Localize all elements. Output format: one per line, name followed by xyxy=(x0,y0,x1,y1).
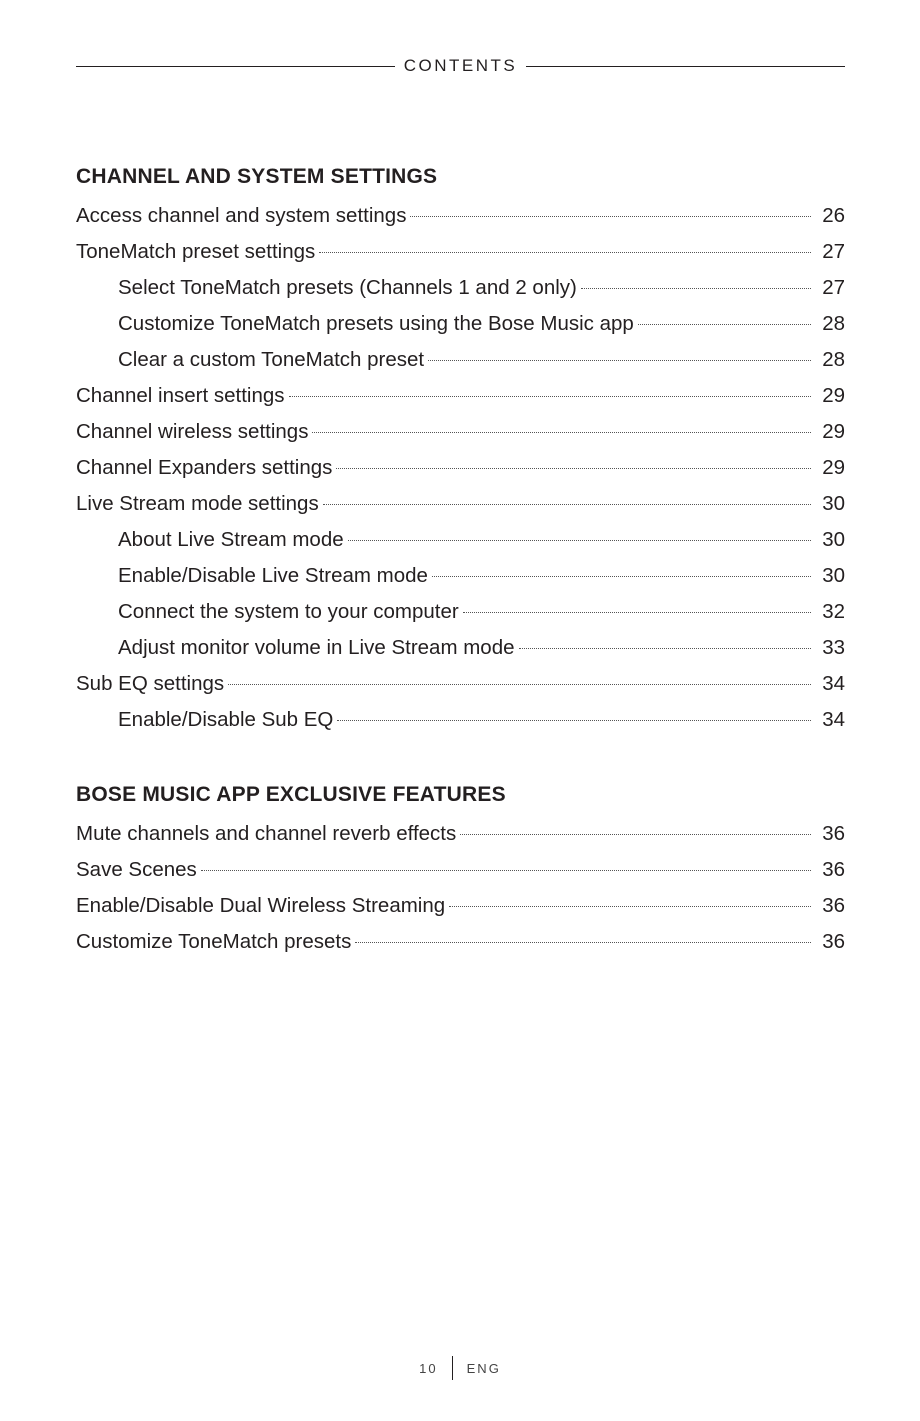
toc-entry-page: 30 xyxy=(822,528,845,551)
toc-entry-label: About Live Stream mode xyxy=(118,528,344,551)
toc-entry-page: 28 xyxy=(822,312,845,335)
toc-entry-label: Channel Expanders settings xyxy=(76,456,333,479)
dot-leader xyxy=(519,647,811,649)
dot-leader xyxy=(581,287,811,289)
toc-entry-label: Enable/Disable Sub EQ xyxy=(118,708,334,731)
toc-entry-page: 27 xyxy=(822,240,845,263)
dot-leader xyxy=(410,215,811,217)
toc-entry-page: 33 xyxy=(822,636,845,659)
dot-leader xyxy=(348,539,811,541)
toc-entry-page: 29 xyxy=(822,456,845,479)
dot-leader xyxy=(337,719,811,721)
toc-entry-page: 34 xyxy=(822,672,845,695)
toc-entry-page: 30 xyxy=(822,492,845,515)
dot-leader xyxy=(428,359,811,361)
toc-entry-label: Customize ToneMatch presets using the Bose Music app xyxy=(118,312,634,335)
section-heading: CHANNEL AND SYSTEM SETTINGS xyxy=(76,165,438,188)
toc-entry-label: Customize ToneMatch presets xyxy=(76,930,352,953)
toc-entry-label: Connect the system to your computer xyxy=(118,600,459,623)
toc-subentry[interactable] xyxy=(76,342,845,378)
language-code: ENG xyxy=(466,1360,501,1376)
toc-entry-label: Select ToneMatch presets (Channels 1 and 2 only) xyxy=(118,276,577,299)
toc-entry[interactable] xyxy=(76,486,845,522)
toc-subentry[interactable] xyxy=(76,270,845,306)
toc-entry[interactable] xyxy=(76,378,845,414)
toc-entry-page: 36 xyxy=(822,894,845,917)
toc-entry-label: Sub EQ settings xyxy=(76,672,225,695)
dot-leader xyxy=(323,503,811,505)
toc-entry-label: Mute channels and channel reverb effects xyxy=(76,822,457,845)
toc-entry-page: 26 xyxy=(822,204,845,227)
toc-entry-label: Clear a custom ToneMatch preset xyxy=(118,348,425,371)
toc-entry-page: 29 xyxy=(822,420,845,443)
dot-leader xyxy=(336,467,811,469)
page-title: CONTENTS xyxy=(403,56,518,75)
section-heading: BOSE MUSIC APP EXCLUSIVE FEATURES xyxy=(76,783,506,806)
toc-entry[interactable] xyxy=(76,414,845,450)
toc-entry-label: Access channel and system settings xyxy=(76,204,407,227)
toc-entry-label: Channel wireless settings xyxy=(76,420,309,443)
toc-subentry[interactable] xyxy=(76,558,845,594)
toc-entry-page: 30 xyxy=(822,564,845,587)
toc-entry[interactable] xyxy=(76,450,845,486)
toc-entry-page: 34 xyxy=(822,708,845,731)
toc-entry-label: Enable/Disable Live Stream mode xyxy=(118,564,428,587)
dot-leader xyxy=(319,251,811,253)
toc-entry[interactable] xyxy=(76,234,845,270)
toc-entry-page: 36 xyxy=(822,930,845,953)
header-rule-right xyxy=(526,66,845,67)
toc-entry-page: 36 xyxy=(822,822,845,845)
dot-leader xyxy=(463,611,811,613)
toc-entry-label: Channel insert settings xyxy=(76,384,285,407)
toc-subentry[interactable] xyxy=(76,522,845,558)
dot-leader xyxy=(460,833,811,835)
dot-leader xyxy=(228,683,811,685)
toc-subentry[interactable] xyxy=(76,594,845,630)
toc-entry[interactable] xyxy=(76,924,845,960)
toc-subentry[interactable] xyxy=(76,702,845,738)
dot-leader xyxy=(289,395,811,397)
toc-entry-label: Enable/Disable Dual Wireless Streaming xyxy=(76,894,446,917)
toc-entry-label: ToneMatch preset settings xyxy=(76,240,316,263)
footer-divider xyxy=(452,1356,453,1380)
toc-entry[interactable] xyxy=(76,888,845,924)
toc-subentry[interactable] xyxy=(76,306,845,342)
toc-entry-label: Live Stream mode settings xyxy=(76,492,319,515)
toc-entry-page: 32 xyxy=(822,600,845,623)
section-bose-music-app-exclusive-features xyxy=(76,780,845,960)
page-footer xyxy=(0,1355,920,1381)
page-number: 10 xyxy=(419,1360,438,1376)
toc-entry[interactable] xyxy=(76,666,845,702)
dot-leader xyxy=(201,869,811,871)
dot-leader xyxy=(449,905,811,907)
dot-leader xyxy=(312,431,811,433)
toc-entry[interactable] xyxy=(76,852,845,888)
header-rule-left xyxy=(76,66,395,67)
toc-entry-label: Save Scenes xyxy=(76,858,197,881)
toc-entry-page: 36 xyxy=(822,858,845,881)
toc-subentry[interactable] xyxy=(76,630,845,666)
toc-entry-page: 27 xyxy=(822,276,845,299)
dot-leader xyxy=(638,323,811,325)
section-channel-and-system-settings xyxy=(76,162,845,738)
dot-leader xyxy=(355,941,811,943)
toc-entry-label: Adjust monitor volume in Live Stream mode xyxy=(118,636,515,659)
toc-entry-page: 29 xyxy=(822,384,845,407)
toc-entry-page: 28 xyxy=(822,348,845,371)
toc-entry[interactable] xyxy=(76,816,845,852)
toc-entry[interactable] xyxy=(76,198,845,234)
dot-leader xyxy=(432,575,811,577)
contents-header xyxy=(76,54,845,78)
